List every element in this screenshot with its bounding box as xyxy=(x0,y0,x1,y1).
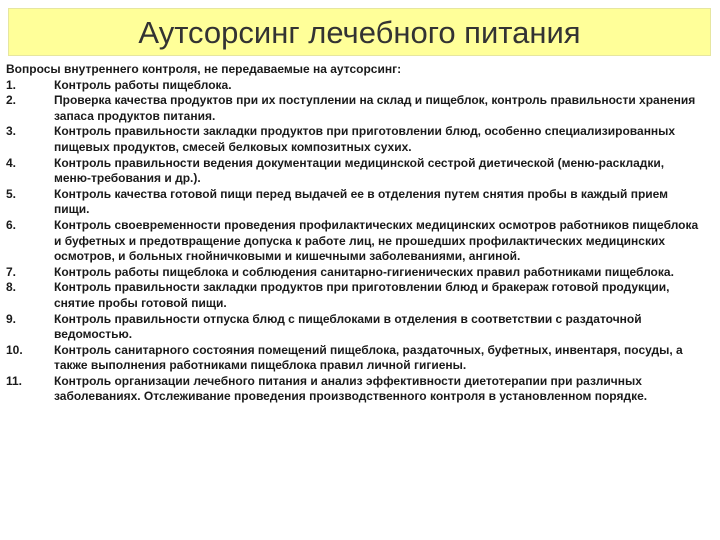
item-number: 7. xyxy=(6,264,17,279)
list-item xyxy=(6,280,712,311)
list-item xyxy=(6,265,712,281)
item-number: 8. xyxy=(6,280,17,295)
item-text: Контроль санитарного состояния помещений пищеблока, раздаточных, буфетных, инвентаря, посуды, а также выполнения работниками пищеблока правил личной гигиены. xyxy=(54,342,683,373)
list-item xyxy=(6,156,712,187)
item-text: Контроль работы пищеблока и соблюдения санитарно-гигиенических правил работниками пищеблока. xyxy=(54,264,674,279)
item-number: 4. xyxy=(6,155,17,170)
item-text: Контроль работы пищеблока. xyxy=(54,77,232,92)
item-number: 5. xyxy=(6,186,17,201)
intro-text: Вопросы внутреннего контроля, не передаваемые на аутсорсинг: xyxy=(6,62,402,76)
item-number: 6. xyxy=(6,217,17,232)
item-text: Контроль организации лечебного питания и анализ эффективности диетотерапии при различных заболеваниях. Отслеживание проведения производственного контроля в установленном порядке. xyxy=(54,373,648,404)
list-item xyxy=(6,374,712,405)
list-item xyxy=(6,124,712,155)
item-number: 11. xyxy=(6,373,23,388)
item-number: 1. xyxy=(6,77,17,92)
item-text: Контроль правильности закладки продуктов при приготовлении блюд, особенно специализированных пищевых продуктов, смесей белковых композитных сухих. xyxy=(54,124,676,154)
item-number: 3. xyxy=(6,124,17,139)
list-item xyxy=(6,187,712,218)
item-text: Контроль правильности закладки продуктов при приготовлении блюд и бракераж готовой продукции, снятие пробы готовой пищи. xyxy=(54,280,670,310)
item-text: Контроль качества готовой пищи перед выдачей ее в отделения путем снятия пробы в каждый прием пищи. xyxy=(54,186,669,217)
item-text: Контроль правильности отпуска блюд с пищеблоками в отделения в соответствии с раздаточной ведомостью. xyxy=(54,311,642,342)
slide-title: Аутсорсинг лечебного питания xyxy=(138,14,581,50)
item-text: Проверка качества продуктов при их поступлении на склад и пищеблок, контроль правильности хранения запаса продуктов питания. xyxy=(54,93,696,123)
title-bar xyxy=(8,8,711,56)
list-item xyxy=(6,93,712,124)
slide-content xyxy=(6,62,712,405)
list-item xyxy=(6,218,712,265)
item-text: Контроль своевременности проведения профилактических медицинских осмотров работников пищеблока и буфетных и предотвращение допуска к работе лиц, не прошедших профилактических медицинских осмотров, и больных гнойничковыми и кишечными заболеваниями, ангиной. xyxy=(54,217,699,264)
list-item xyxy=(6,343,712,374)
item-number: 10. xyxy=(6,342,23,357)
item-number: 2. xyxy=(6,93,17,108)
control-list xyxy=(6,78,712,405)
list-item xyxy=(6,312,712,343)
list-item xyxy=(6,78,712,94)
item-text: Контроль правильности ведения документации медицинской сестрой диетической (меню-раскладки, меню-требования и др.). xyxy=(54,155,665,186)
item-number: 9. xyxy=(6,311,17,326)
